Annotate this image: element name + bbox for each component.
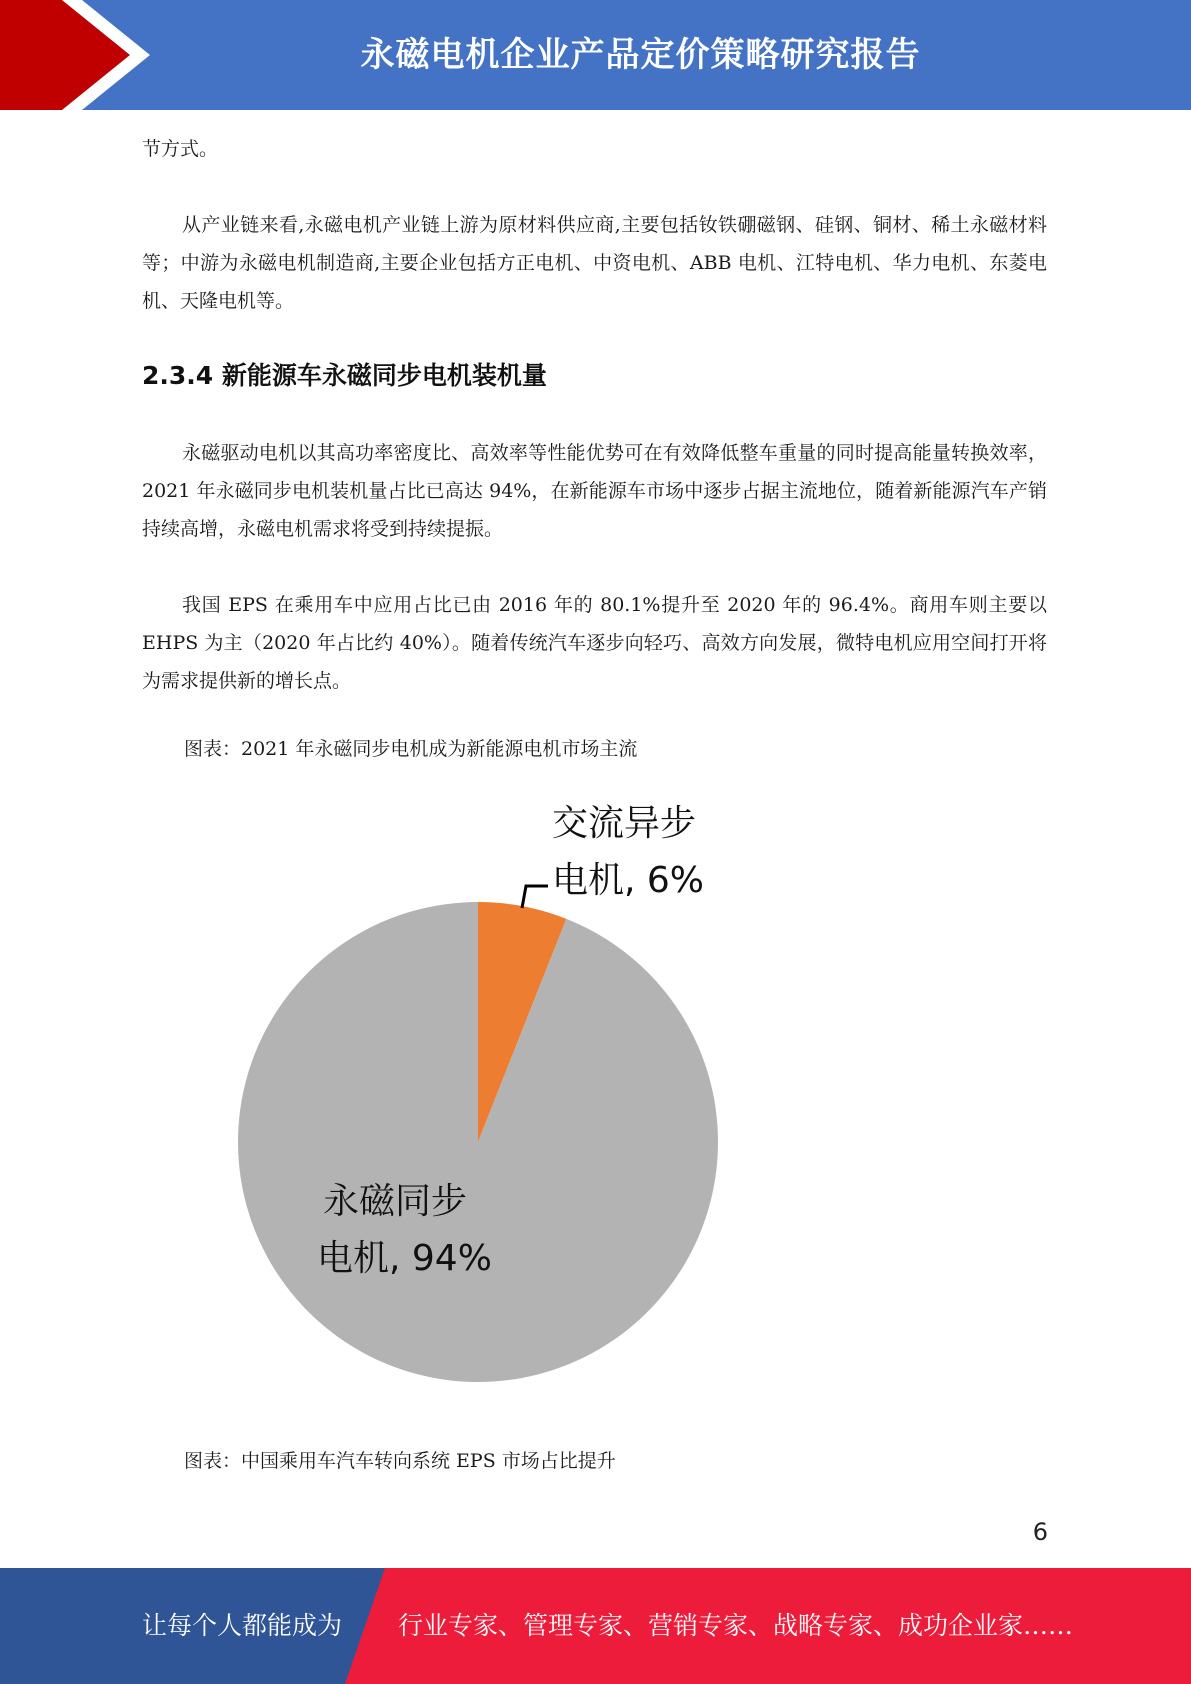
slice-label-pmsm-line1: 永磁同步 xyxy=(323,1181,468,1222)
page-footer xyxy=(0,1568,1191,1684)
paragraph-eps: 我国 EPS 在乘用车中应用占比已由 2016 年的 80.1%提升至 2020 年的 96.4%。商用车则主要以 EHPS 为主（2020 年占比约 40%）。随着传统汽车逐步向轻巧、高效方向发展，微特电机应用空间打开将为需求提供新的增长点。 xyxy=(142,594,1047,692)
slice-label-async-line1: 交流异步 xyxy=(552,803,697,844)
pie-chart-svg xyxy=(200,790,760,1390)
paragraph-continuation: 节方式。 xyxy=(142,138,219,160)
footer-slogan-right: 行业专家、管理专家、营销专家、战略专家、成功企业家…… xyxy=(398,1611,1074,1640)
section-heading: 2.3.4 新能源车永磁同步电机装机量 xyxy=(142,361,547,390)
slice-label-pmsm-line2: 电机, 94% xyxy=(317,1238,492,1279)
pie-chart xyxy=(200,790,760,1390)
pie-slice-1 xyxy=(238,902,718,1382)
page-number: 6 xyxy=(1032,1518,1048,1546)
figure-caption-pie: 图表：2021 年永磁同步电机成为新能源电机市场主流 xyxy=(184,738,638,760)
paragraph-pmsm-share: 永磁驱动电机以其高功率密度比、高效率等性能优势可在有效降低整车重量的同时提高能量转换效率，2021 年永磁同步电机装机量占比已高达 94%，在新能源车市场中逐步占据主流地位，随着新能源汽车产销持续高增，永磁电机需求将受到持续提振。 xyxy=(142,442,1047,540)
document-body xyxy=(142,130,1047,768)
footer-slogan-left: 让每个人都能成为 xyxy=(142,1611,343,1640)
page-header xyxy=(0,0,1191,110)
paragraph-industry-chain: 从产业链来看,永磁电机产业链上游为原材料供应商,主要包括钕铁硼磁钢、硅钢、铜材、稀土永磁材料等；中游为永磁电机制造商,主要企业包括方正电机、中资电机、ABB 电机、江特电机、华力电机、东菱电机、天隆电机等。 xyxy=(142,214,1047,312)
report-title: 永磁电机企业产品定价策略研究报告 xyxy=(360,35,921,75)
header-arrow-decoration xyxy=(0,0,160,110)
figure-caption-eps: 图表：中国乘用车汽车转向系统 EPS 市场占比提升 xyxy=(184,1450,616,1472)
slice-label-async-line2: 电机, 6% xyxy=(552,860,704,901)
label-leader-line xyxy=(522,886,548,908)
